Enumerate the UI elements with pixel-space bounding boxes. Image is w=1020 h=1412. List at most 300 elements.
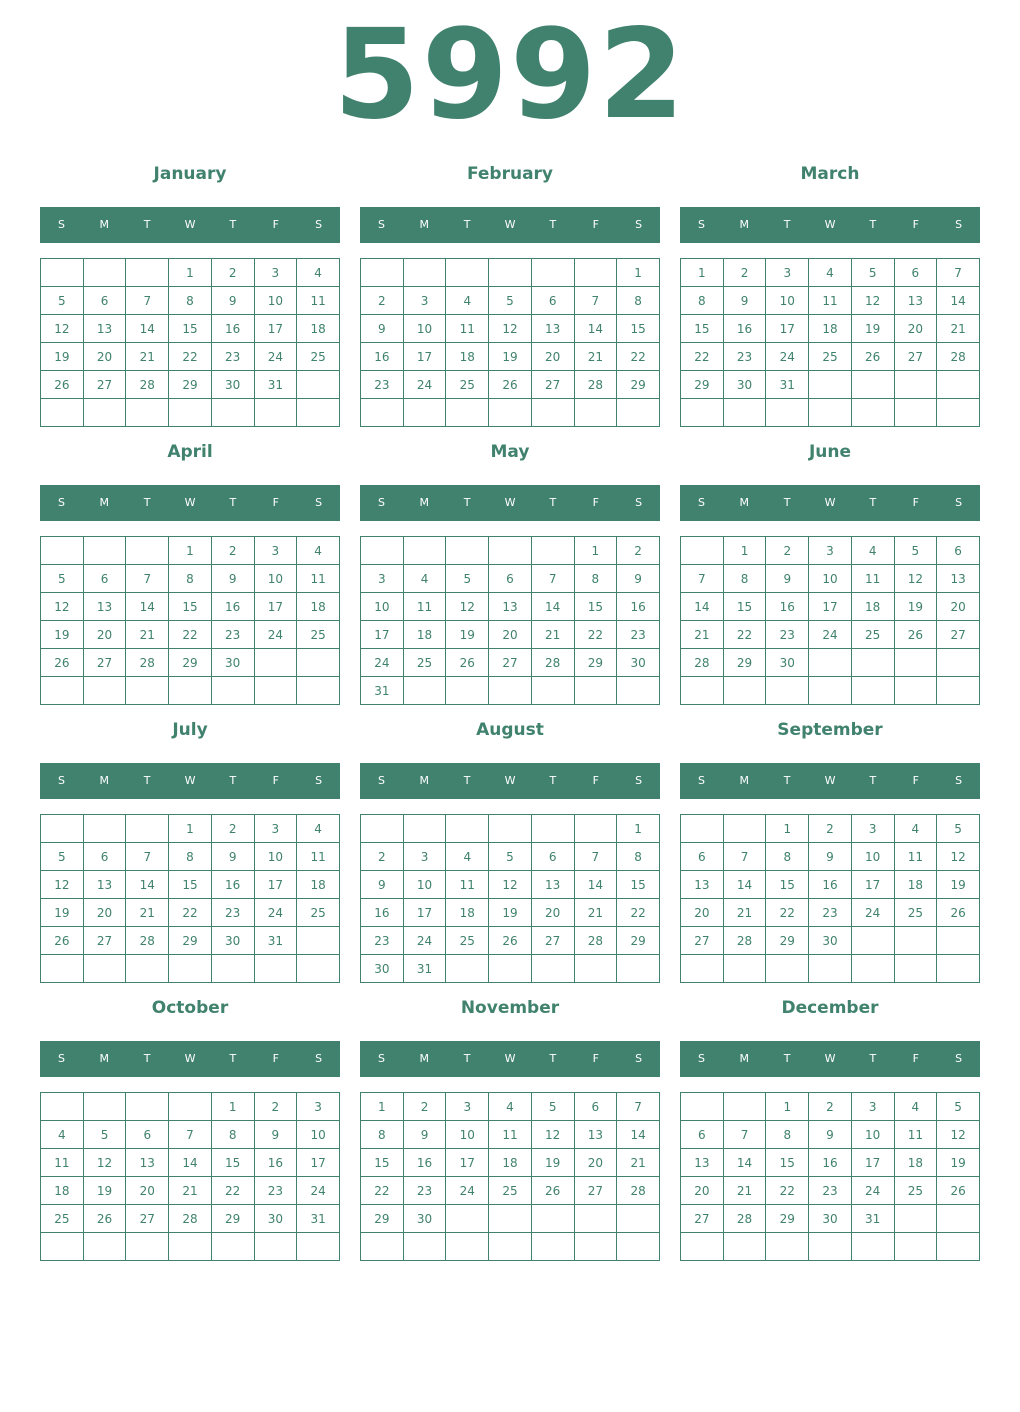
day-cell: 14: [126, 593, 169, 621]
day-cell: [809, 1233, 852, 1261]
weekday-label: W: [824, 774, 836, 787]
week-row: [41, 399, 340, 427]
day-cell: 21: [126, 899, 169, 927]
day-cell: 30: [809, 1205, 852, 1233]
day-cell: 6: [83, 843, 126, 871]
day-cell: 27: [83, 927, 126, 955]
weekday-label: M: [419, 218, 430, 231]
day-cell: 3: [809, 537, 852, 565]
week-row: [41, 537, 340, 565]
weekday-label: M: [739, 774, 750, 787]
day-cell: [894, 1233, 937, 1261]
day-cell: 29: [723, 649, 766, 677]
day-cell: 20: [894, 315, 937, 343]
week-row: [681, 1205, 980, 1233]
day-cell: [617, 399, 660, 427]
day-cell: 9: [254, 1121, 297, 1149]
day-cell: 12: [41, 871, 84, 899]
weekday-label: F: [912, 774, 919, 787]
day-cell: 16: [766, 593, 809, 621]
day-cell: 23: [766, 621, 809, 649]
weekday-label: T: [783, 218, 791, 231]
day-cell: 17: [403, 899, 446, 927]
day-cell: [126, 955, 169, 983]
day-cell: [297, 927, 340, 955]
day-cell: 6: [126, 1121, 169, 1149]
day-cell: 17: [851, 1149, 894, 1177]
weekday-label: W: [184, 218, 196, 231]
week-row: [681, 1093, 980, 1121]
day-cell: 1: [617, 815, 660, 843]
week-row: [41, 871, 340, 899]
weekday-label: T: [229, 774, 237, 787]
day-cell: 12: [446, 593, 489, 621]
day-cell: 25: [446, 371, 489, 399]
day-cell: 2: [361, 287, 404, 315]
day-cell: 5: [937, 1093, 980, 1121]
day-cell: 7: [574, 287, 617, 315]
day-cell: 3: [254, 259, 297, 287]
day-cell: 17: [254, 593, 297, 621]
day-cell: 3: [361, 565, 404, 593]
day-cell: 11: [489, 1121, 532, 1149]
day-cell: 3: [851, 1093, 894, 1121]
month-name: April: [167, 442, 213, 462]
day-cell: 7: [937, 259, 980, 287]
weekday-label: T: [143, 496, 151, 509]
day-cell: [211, 955, 254, 983]
weekday-label: W: [504, 496, 516, 509]
day-cell: 6: [937, 537, 980, 565]
day-cell: 10: [851, 843, 894, 871]
day-cell: 28: [617, 1177, 660, 1205]
day-cell: [211, 399, 254, 427]
day-cell: 26: [446, 649, 489, 677]
weekday-header: [680, 1041, 980, 1077]
day-cell: 20: [574, 1149, 617, 1177]
day-cell: [126, 537, 169, 565]
day-cell: 30: [211, 649, 254, 677]
day-cell: 3: [851, 815, 894, 843]
day-cell: 6: [531, 287, 574, 315]
day-cell: 29: [169, 649, 212, 677]
day-cell: 29: [574, 649, 617, 677]
weekday-label: S: [315, 774, 323, 787]
day-cell: [41, 677, 84, 705]
day-cell: [211, 1233, 254, 1261]
day-cell: 6: [531, 843, 574, 871]
weekday-label: M: [739, 1052, 750, 1065]
weekday-label: M: [99, 218, 110, 231]
day-cell: [446, 537, 489, 565]
day-cell: 28: [126, 927, 169, 955]
day-cell: 4: [403, 565, 446, 593]
day-cell: [574, 815, 617, 843]
weekday-label: S: [57, 218, 65, 231]
day-cell: 25: [894, 899, 937, 927]
week-row: [681, 1177, 980, 1205]
day-cell: [489, 1205, 532, 1233]
day-cell: 26: [937, 899, 980, 927]
day-cell: 15: [723, 593, 766, 621]
day-cell: [126, 259, 169, 287]
weekday-label: F: [912, 218, 919, 231]
day-cell: 23: [361, 927, 404, 955]
day-cell: 27: [83, 371, 126, 399]
day-cell: 4: [489, 1093, 532, 1121]
day-cell: 20: [83, 899, 126, 927]
day-cell: 8: [617, 843, 660, 871]
day-cell: 31: [766, 371, 809, 399]
day-cell: 4: [297, 537, 340, 565]
day-cell: 7: [531, 565, 574, 593]
week-row: [41, 843, 340, 871]
day-cell: [169, 1233, 212, 1261]
week-row: [681, 955, 980, 983]
weekday-header: [680, 207, 980, 243]
day-grid: [360, 536, 660, 705]
day-cell: [851, 955, 894, 983]
week-row: [681, 1149, 980, 1177]
day-cell: 3: [254, 537, 297, 565]
day-cell: 21: [574, 343, 617, 371]
weekday-header: [40, 207, 340, 243]
day-cell: [41, 537, 84, 565]
day-cell: 19: [83, 1177, 126, 1205]
day-cell: 29: [766, 927, 809, 955]
day-cell: [531, 677, 574, 705]
day-cell: 23: [211, 899, 254, 927]
day-cell: 14: [617, 1121, 660, 1149]
weekday-label: S: [955, 218, 963, 231]
week-row: [41, 1093, 340, 1121]
day-cell: 26: [851, 343, 894, 371]
day-cell: [937, 1205, 980, 1233]
day-cell: [297, 371, 340, 399]
day-cell: 17: [809, 593, 852, 621]
day-cell: 7: [126, 843, 169, 871]
day-cell: 31: [361, 677, 404, 705]
day-grid: [680, 258, 980, 427]
week-row: [41, 593, 340, 621]
week-row: [361, 621, 660, 649]
weekday-label: T: [783, 774, 791, 787]
day-cell: 26: [83, 1205, 126, 1233]
day-cell: 10: [403, 315, 446, 343]
day-cell: 24: [403, 927, 446, 955]
day-cell: [403, 677, 446, 705]
day-cell: [83, 259, 126, 287]
day-cell: 13: [681, 871, 724, 899]
weekday-label: S: [57, 774, 65, 787]
week-row: [681, 537, 980, 565]
day-cell: 8: [766, 843, 809, 871]
day-grid: [360, 814, 660, 983]
day-cell: 10: [403, 871, 446, 899]
day-cell: 3: [254, 815, 297, 843]
weekday-label: W: [184, 496, 196, 509]
day-cell: 16: [617, 593, 660, 621]
day-cell: 19: [937, 1149, 980, 1177]
day-cell: 24: [809, 621, 852, 649]
day-cell: 14: [169, 1149, 212, 1177]
weekday-label: S: [635, 218, 643, 231]
day-cell: 19: [41, 899, 84, 927]
day-cell: [297, 677, 340, 705]
day-cell: 16: [361, 899, 404, 927]
week-row: [681, 815, 980, 843]
day-cell: 18: [446, 899, 489, 927]
day-cell: [361, 259, 404, 287]
day-cell: 10: [254, 843, 297, 871]
day-cell: 30: [723, 371, 766, 399]
weekday-label: M: [99, 1052, 110, 1065]
day-cell: 15: [617, 871, 660, 899]
day-cell: [937, 399, 980, 427]
day-cell: 1: [169, 815, 212, 843]
day-cell: [403, 1233, 446, 1261]
weekday-label: S: [697, 774, 705, 787]
day-cell: 19: [937, 871, 980, 899]
day-cell: 9: [211, 843, 254, 871]
day-cell: 9: [723, 287, 766, 315]
day-cell: [361, 399, 404, 427]
day-grid: [680, 814, 980, 983]
weekday-label: S: [377, 1052, 385, 1065]
day-cell: 5: [531, 1093, 574, 1121]
day-cell: 15: [574, 593, 617, 621]
day-cell: [446, 1205, 489, 1233]
week-row: [41, 371, 340, 399]
day-cell: 10: [254, 287, 297, 315]
day-cell: [809, 649, 852, 677]
day-cell: 30: [617, 649, 660, 677]
weekday-label: S: [955, 496, 963, 509]
day-cell: 8: [169, 565, 212, 593]
day-cell: 10: [809, 565, 852, 593]
day-cell: [681, 399, 724, 427]
weekday-label: F: [912, 496, 919, 509]
weekday-label: F: [592, 774, 599, 787]
day-cell: 24: [403, 371, 446, 399]
day-cell: 7: [723, 843, 766, 871]
day-cell: 8: [169, 843, 212, 871]
day-cell: 10: [254, 565, 297, 593]
day-cell: [41, 259, 84, 287]
day-cell: 27: [681, 927, 724, 955]
week-row: [681, 843, 980, 871]
weekday-label: S: [955, 774, 963, 787]
day-cell: 19: [894, 593, 937, 621]
day-cell: 2: [809, 1093, 852, 1121]
day-cell: 24: [851, 899, 894, 927]
day-cell: 11: [809, 287, 852, 315]
weekday-label: F: [272, 218, 279, 231]
day-cell: 5: [937, 815, 980, 843]
day-cell: 31: [851, 1205, 894, 1233]
day-cell: 21: [126, 621, 169, 649]
weekday-label: W: [184, 1052, 196, 1065]
day-cell: 21: [681, 621, 724, 649]
weekday-label: T: [549, 774, 557, 787]
weekday-label: T: [463, 1052, 471, 1065]
day-cell: 8: [617, 287, 660, 315]
day-cell: 9: [617, 565, 660, 593]
day-cell: [489, 537, 532, 565]
day-cell: 29: [617, 371, 660, 399]
day-cell: [531, 955, 574, 983]
day-cell: [126, 677, 169, 705]
week-row: [361, 871, 660, 899]
day-cell: [894, 927, 937, 955]
day-cell: 12: [489, 871, 532, 899]
day-cell: [617, 677, 660, 705]
day-cell: 1: [169, 259, 212, 287]
day-cell: 28: [126, 371, 169, 399]
weekday-label: S: [377, 218, 385, 231]
day-cell: 31: [297, 1205, 340, 1233]
day-cell: 17: [254, 871, 297, 899]
day-cell: [83, 399, 126, 427]
weekday-label: S: [697, 218, 705, 231]
day-cell: 2: [403, 1093, 446, 1121]
week-row: [41, 955, 340, 983]
day-cell: 22: [617, 899, 660, 927]
day-cell: 23: [211, 621, 254, 649]
day-cell: [937, 955, 980, 983]
day-cell: [254, 1233, 297, 1261]
weekday-label: W: [824, 1052, 836, 1065]
day-cell: [41, 1093, 84, 1121]
day-grid: [40, 1092, 340, 1261]
weekday-label: S: [315, 1052, 323, 1065]
day-cell: 19: [851, 315, 894, 343]
day-cell: 28: [937, 343, 980, 371]
day-cell: 8: [681, 287, 724, 315]
day-cell: 27: [531, 371, 574, 399]
day-cell: 6: [489, 565, 532, 593]
day-cell: 8: [766, 1121, 809, 1149]
day-cell: [851, 927, 894, 955]
day-cell: 24: [254, 343, 297, 371]
day-cell: 6: [574, 1093, 617, 1121]
day-cell: [446, 399, 489, 427]
day-cell: 16: [809, 1149, 852, 1177]
week-row: [361, 927, 660, 955]
day-cell: [41, 1233, 84, 1261]
day-cell: [169, 677, 212, 705]
day-cell: [681, 815, 724, 843]
week-row: [681, 1233, 980, 1261]
day-cell: [361, 1233, 404, 1261]
week-row: [361, 955, 660, 983]
day-cell: 3: [297, 1093, 340, 1121]
day-cell: 25: [894, 1177, 937, 1205]
day-cell: 21: [617, 1149, 660, 1177]
day-cell: 6: [894, 259, 937, 287]
day-cell: [723, 399, 766, 427]
day-cell: [574, 677, 617, 705]
weekday-label: S: [57, 496, 65, 509]
weekday-label: M: [739, 218, 750, 231]
day-cell: [766, 399, 809, 427]
day-cell: 27: [894, 343, 937, 371]
day-cell: [531, 259, 574, 287]
weekday-header: [40, 1041, 340, 1077]
weekday-label: F: [912, 1052, 919, 1065]
weekday-label: S: [377, 774, 385, 787]
day-cell: 8: [361, 1121, 404, 1149]
day-cell: 20: [681, 1177, 724, 1205]
day-cell: [766, 1233, 809, 1261]
week-row: [41, 315, 340, 343]
day-cell: [41, 955, 84, 983]
day-cell: 18: [297, 593, 340, 621]
day-cell: [809, 677, 852, 705]
day-cell: 1: [766, 815, 809, 843]
day-cell: 18: [489, 1149, 532, 1177]
day-cell: 10: [851, 1121, 894, 1149]
month-name: June: [808, 442, 852, 462]
day-cell: 2: [211, 537, 254, 565]
month-name: September: [777, 720, 883, 740]
day-cell: 27: [489, 649, 532, 677]
day-cell: [297, 955, 340, 983]
day-cell: 20: [489, 621, 532, 649]
day-cell: 8: [574, 565, 617, 593]
day-cell: [41, 815, 84, 843]
day-cell: [403, 259, 446, 287]
day-cell: 4: [894, 1093, 937, 1121]
day-cell: 15: [766, 871, 809, 899]
day-cell: 22: [211, 1177, 254, 1205]
day-cell: 30: [211, 371, 254, 399]
day-cell: 11: [297, 287, 340, 315]
day-cell: 7: [126, 287, 169, 315]
day-cell: 2: [211, 815, 254, 843]
day-cell: [531, 815, 574, 843]
day-cell: 2: [723, 259, 766, 287]
day-cell: 23: [617, 621, 660, 649]
day-cell: 30: [403, 1205, 446, 1233]
day-cell: 1: [211, 1093, 254, 1121]
day-cell: [446, 1233, 489, 1261]
day-cell: [681, 537, 724, 565]
day-cell: 23: [809, 1177, 852, 1205]
day-cell: [894, 399, 937, 427]
week-row: [41, 1177, 340, 1205]
day-cell: 11: [894, 843, 937, 871]
week-row: [361, 343, 660, 371]
day-cell: 13: [83, 593, 126, 621]
day-cell: 8: [723, 565, 766, 593]
day-cell: [851, 1233, 894, 1261]
day-cell: 25: [809, 343, 852, 371]
day-cell: [446, 815, 489, 843]
week-row: [361, 899, 660, 927]
day-cell: 21: [574, 899, 617, 927]
day-cell: 14: [126, 315, 169, 343]
day-cell: 12: [489, 315, 532, 343]
month-name: August: [476, 720, 544, 740]
weekday-header: [680, 485, 980, 521]
day-cell: [723, 815, 766, 843]
day-cell: 5: [41, 565, 84, 593]
day-cell: 15: [681, 315, 724, 343]
day-cell: 16: [361, 343, 404, 371]
day-grid: [40, 258, 340, 427]
day-cell: 11: [446, 871, 489, 899]
